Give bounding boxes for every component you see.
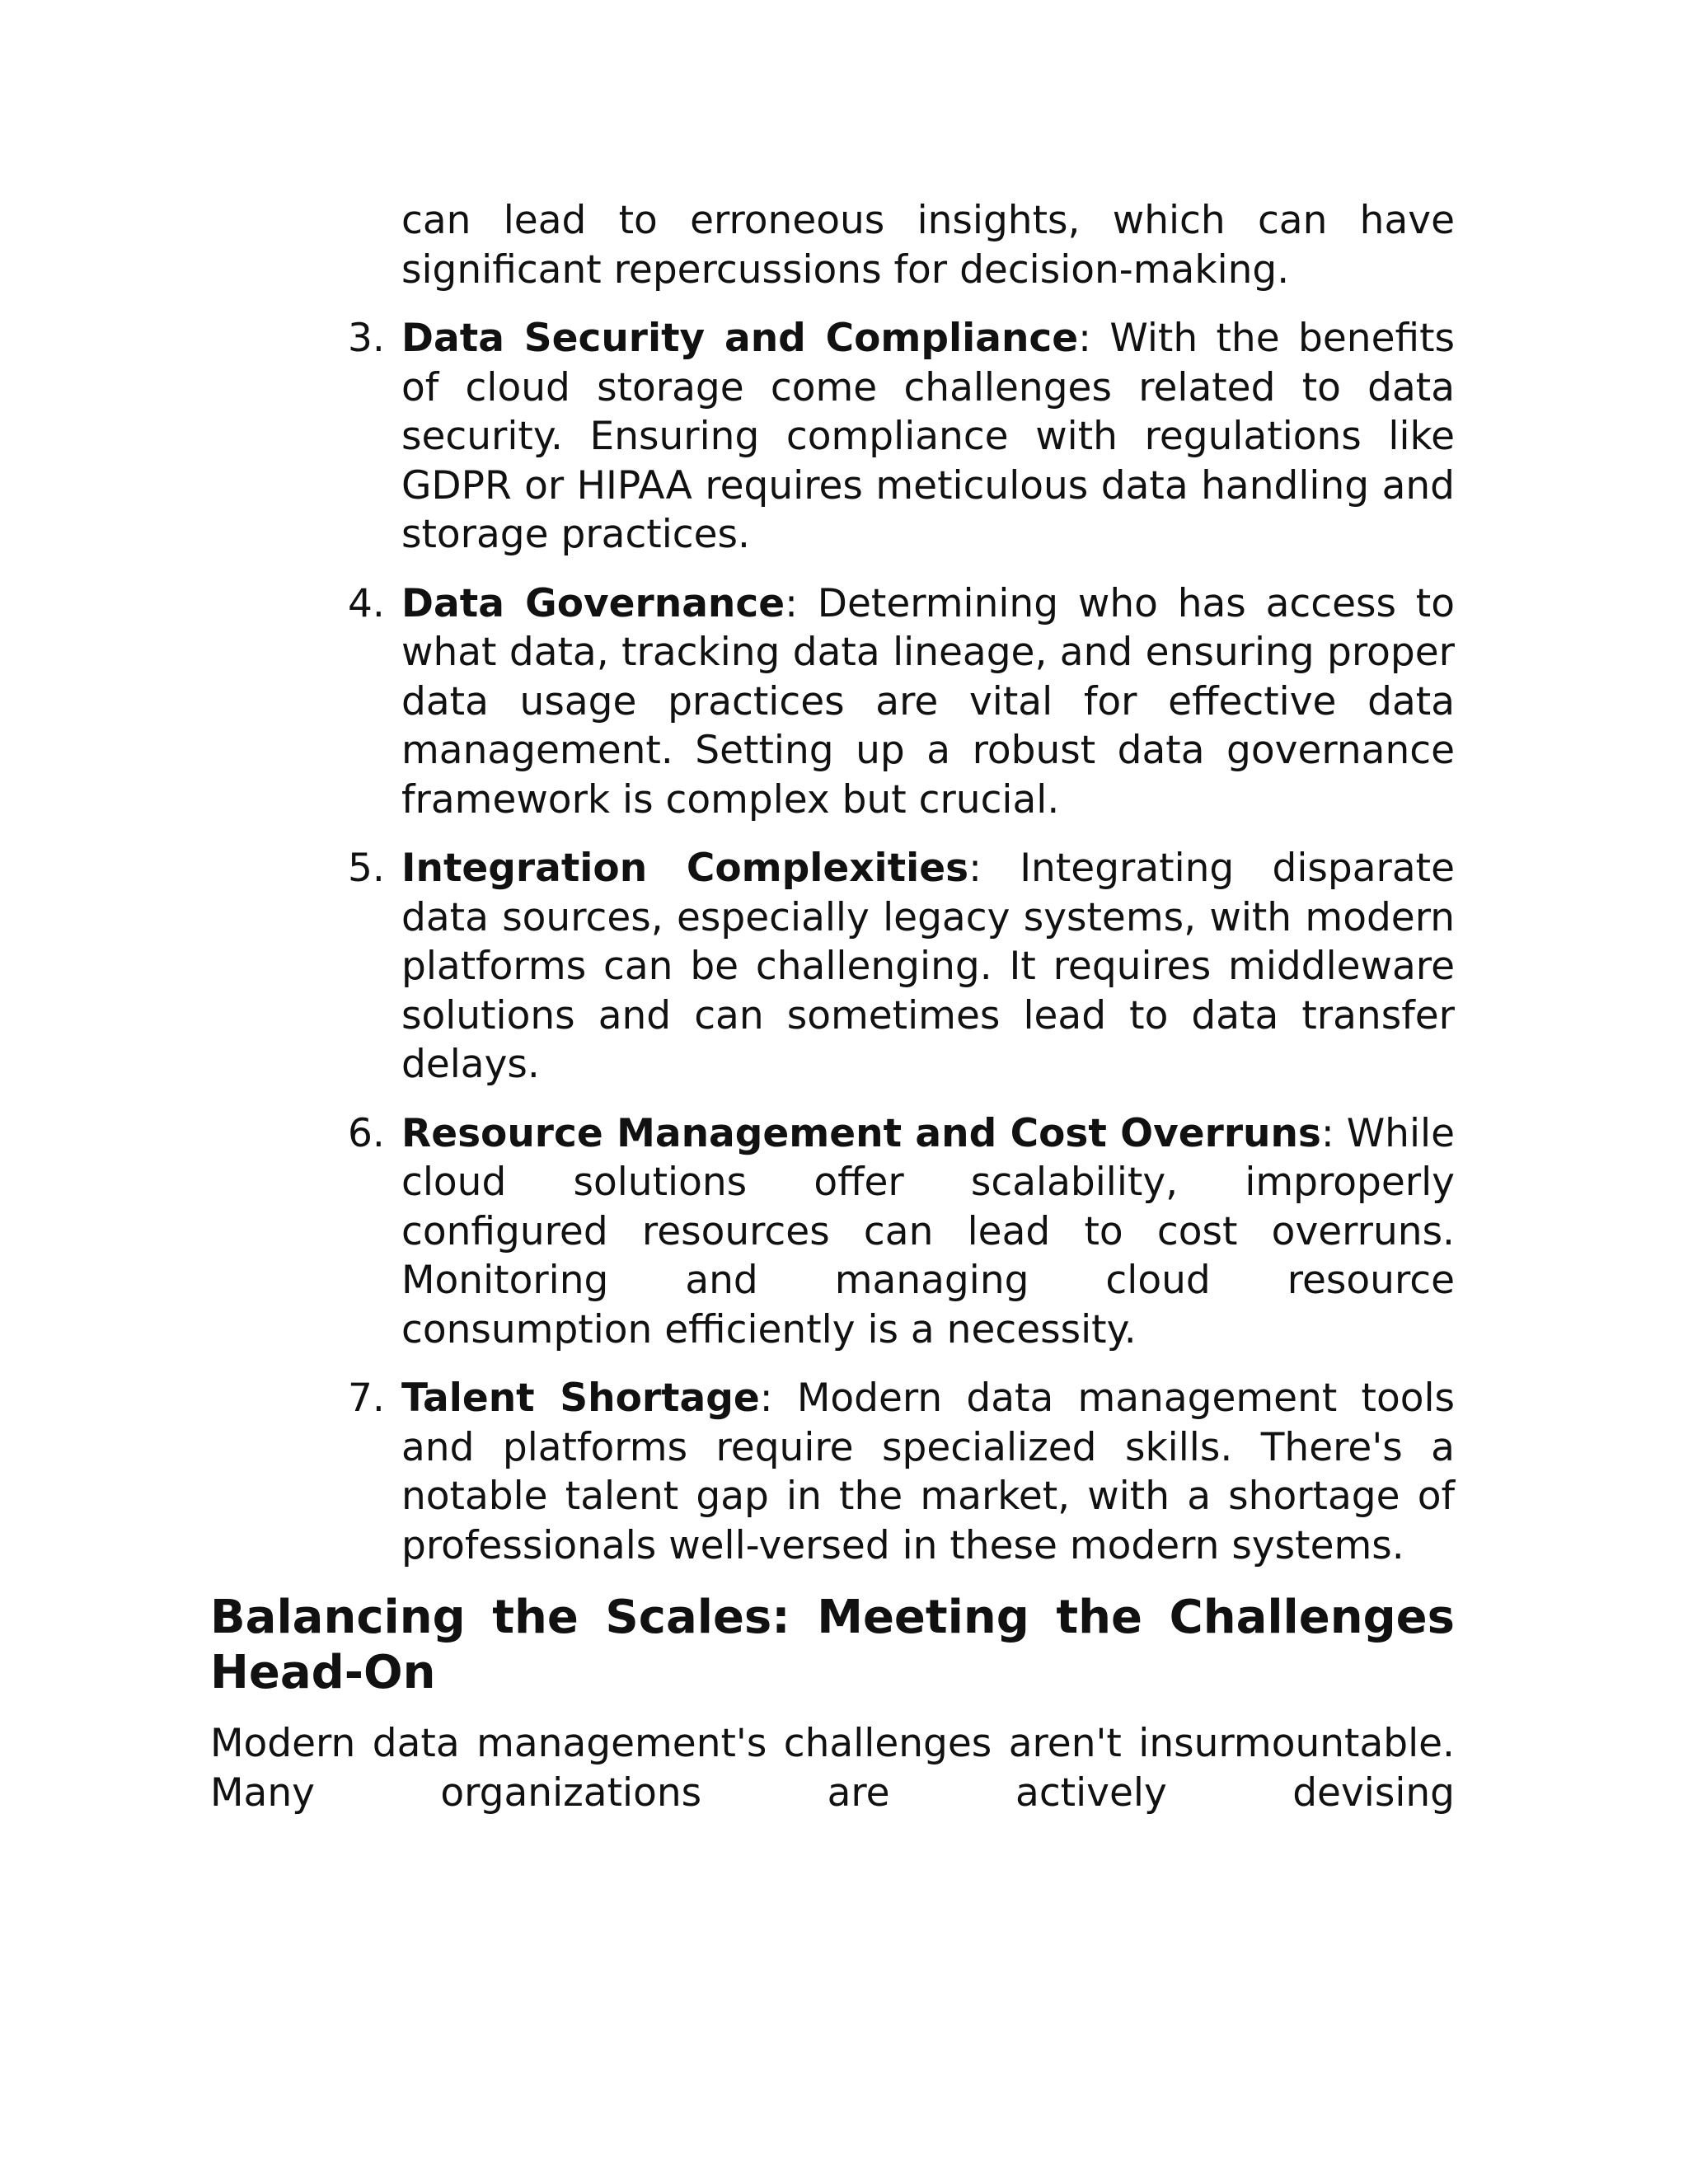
- list-item-term: Data Governance: [401, 580, 785, 626]
- list-item-term: Data Security and Compliance: [401, 316, 1079, 361]
- list-item-number: 4.: [348, 580, 385, 626]
- list-item-text: can lead to erroneous insights, which can have significant repercussions for decision-making.: [401, 198, 1455, 293]
- list-item-number: 6.: [348, 1110, 385, 1156]
- list-item: [348, 314, 1455, 560]
- list-item-number: 7.: [348, 1376, 385, 1421]
- section-paragraph: Modern data management's challenges aren't insurmountable. Many organizations are actively devising: [210, 1721, 1455, 1816]
- list-item-separator: :: [1320, 1110, 1334, 1156]
- list-item-term: Integration Complexities: [401, 846, 969, 891]
- list-item-text: While cloud solutions offer scalability, improperly configured resources can lead to cost overruns. Monitoring and managing cloud resource consumption efficiently is a necessity.: [401, 1110, 1456, 1352]
- list-item: [348, 1109, 1456, 1355]
- list-item-separator: :: [1078, 316, 1091, 361]
- list-item: [348, 844, 1455, 1090]
- list-item-separator: :: [785, 580, 798, 626]
- list-item-number: 5.: [348, 846, 385, 891]
- list-item-text: With the benefits of cloud storage come challenges related to data security. Ensuring compliance with regulations like GDPR or HIPAA requires meticulous data handling and storage practices.: [401, 316, 1455, 557]
- list-item-text: Determining who has access to what data, tracking data lineage, and ensuring proper data usage practices are vital for effective data management. Setting up a robust data governance framework is complex but crucial.: [401, 580, 1455, 823]
- list-item-number: 3.: [348, 316, 385, 361]
- list-item-text: Modern data management tools and platforms require specialized skills. There's a notable talent gap in the market, with a shortage of professionals well-versed in these modern systems.: [401, 1376, 1455, 1568]
- list-item-term: Talent Shortage: [401, 1376, 760, 1421]
- list-item-separator: :: [759, 1376, 773, 1421]
- list-item-continuation: [401, 196, 1455, 294]
- list-item-separator: :: [968, 846, 982, 891]
- list-item-text: Integrating disparate data sources, especially legacy systems, with modern platforms can be challenging. It requires middleware solutions and can sometimes lead to data transfer delays.: [401, 846, 1455, 1087]
- challenges-list: [210, 196, 1455, 1570]
- list-item: [348, 1374, 1455, 1570]
- list-item: [348, 579, 1455, 825]
- section-heading: Balancing the Scales: Meeting the Challenges Head-On: [210, 1591, 1455, 1699]
- list-item-term: Resource Management and Cost Overruns: [401, 1110, 1321, 1156]
- document-page: [210, 196, 1455, 1817]
